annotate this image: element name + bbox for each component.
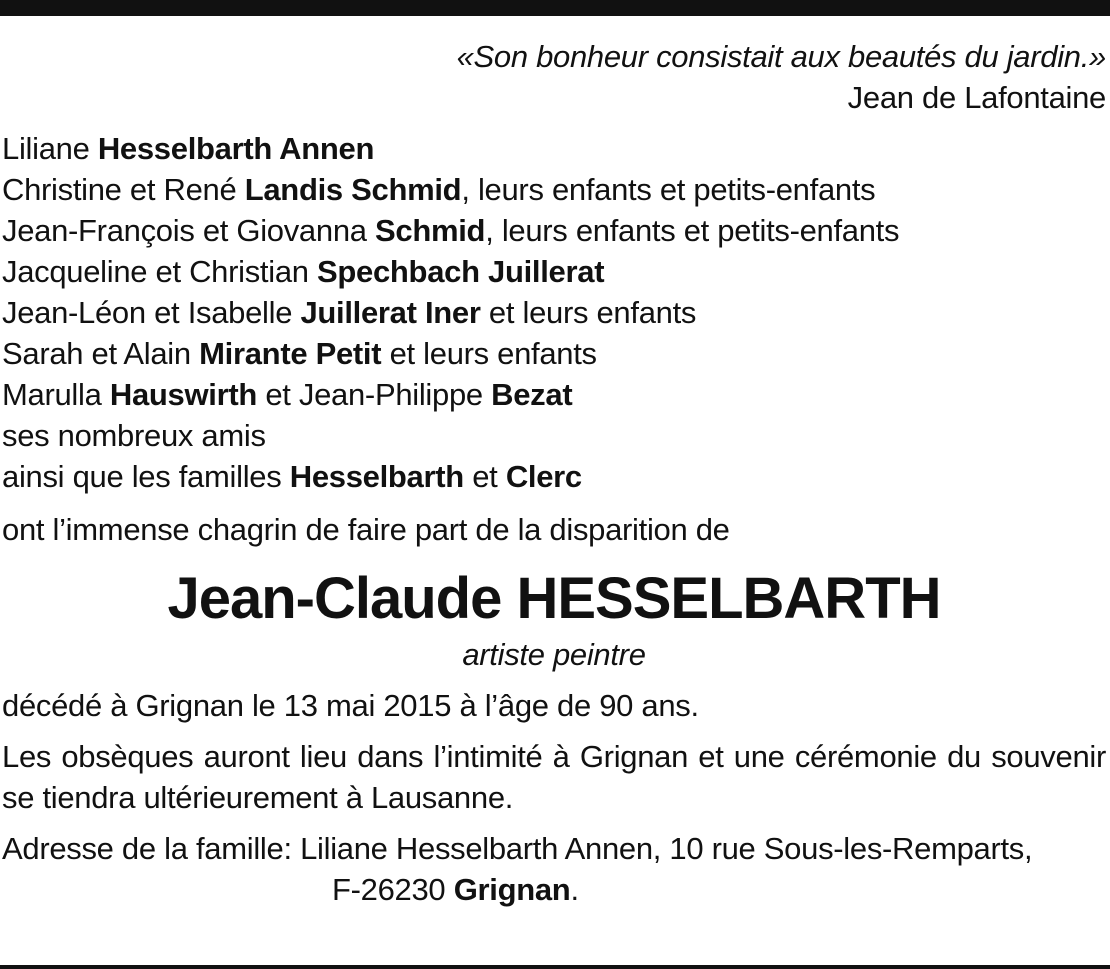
family-text: Jacqueline et Christian (2, 254, 318, 289)
family-surname: Hesselbarth (289, 459, 464, 494)
family-text: Jean-François et Giovanna (2, 213, 376, 248)
family-list (2, 128, 1106, 497)
bottom-rule (0, 965, 1110, 969)
family-text: et Jean-Philippe (257, 377, 492, 412)
family-text: Jean-Léon et Isabelle (2, 295, 301, 330)
family-text: ses nombreux amis (2, 418, 266, 453)
quote-author: Jean de Lafontaine (847, 80, 1106, 115)
family-line (2, 128, 1106, 169)
family-line (2, 251, 1106, 292)
funeral-notice: Les obsèques auront lieu dans l’intimité à Grignan et une cérémonie du souvenir se tiendra ultérieurement à Lausanne. (2, 739, 1106, 815)
family-line (2, 415, 1106, 456)
family-line (2, 169, 1106, 210)
address-postal: F-26230 (332, 872, 454, 907)
deceased-profession: artiste peintre (462, 637, 646, 672)
quote-text: «Son bonheur consistait aux beautés du jardin.» (456, 39, 1106, 74)
family-text: , leurs enfants et petits-enfants (461, 172, 876, 207)
announcement: ont l’immense chagrin de faire part de la disparition de (2, 512, 730, 547)
deceased-name: Jean-Claude HESSELBARTH (167, 566, 941, 631)
family-line (2, 456, 1106, 497)
family-text: Christine et René (2, 172, 245, 207)
top-rule (0, 0, 1110, 16)
family-surname: Bezat (491, 377, 573, 412)
family-surname: Clerc (505, 459, 582, 494)
family-text: Liliane (2, 131, 98, 166)
family-line (2, 333, 1106, 374)
family-text: et leurs enfants (480, 295, 697, 330)
family-surname: Hesselbarth Annen (97, 131, 375, 166)
epigraph (2, 36, 1106, 118)
family-text: Marulla (2, 377, 110, 412)
family-surname: Landis Schmid (244, 172, 462, 207)
family-text: , leurs enfants et petits-enfants (485, 213, 900, 248)
family-text: et leurs enfants (381, 336, 597, 371)
family-text: Sarah et Alain (2, 336, 200, 371)
family-address (2, 828, 1106, 910)
family-line (2, 292, 1106, 333)
family-line (2, 210, 1106, 251)
family-surname: Schmid (375, 213, 486, 248)
obituary-notice (2, 36, 1106, 910)
family-text: et (463, 459, 506, 494)
address-line (2, 869, 1106, 910)
family-text: ainsi que les familles (2, 459, 290, 494)
family-surname: Hauswirth (109, 377, 258, 412)
death-notice: décédé à Grignan le 13 mai 2015 à l’âge de 90 ans. (2, 688, 699, 723)
family-surname: Spechbach Juillerat (317, 254, 605, 289)
address-city: Grignan (453, 872, 571, 907)
family-surname: Mirante Petit (199, 336, 382, 371)
family-surname: Juillerat Iner (300, 295, 481, 330)
address-line: Adresse de la famille: Liliane Hesselbarth Annen, 10 rue Sous-les-Remparts, (2, 831, 1033, 866)
address-end: . (570, 872, 579, 907)
family-line (2, 374, 1106, 415)
